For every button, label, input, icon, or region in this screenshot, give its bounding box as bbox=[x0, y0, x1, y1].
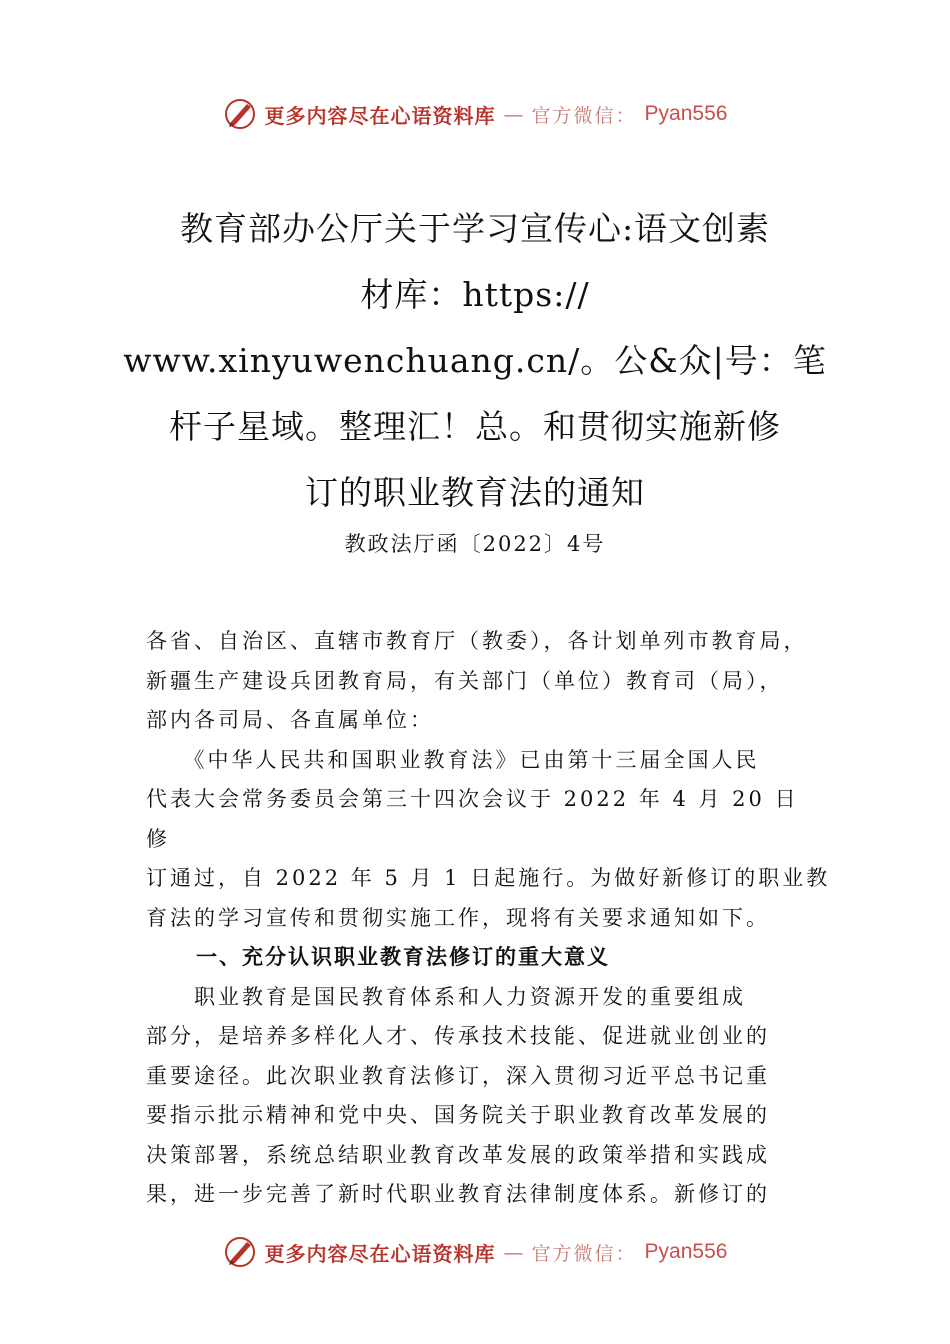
header-banner bbox=[0, 92, 950, 136]
banner-site-text: 更多内容尽在心语资料库 bbox=[264, 103, 496, 128]
title-line: 材库：https:// bbox=[360, 275, 590, 314]
title-line: 教育部办公厅关于学习宣传心:语文创素 bbox=[179, 209, 771, 248]
document-number: 教政法厅函〔2022〕4号 bbox=[344, 532, 606, 556]
body-line: 职业教育是国民教育体系和人力资源开发的重要组成 bbox=[146, 984, 746, 1009]
body-line: 新疆生产建设兵团教育局，有关部门（单位）教育司（局）， bbox=[146, 668, 784, 693]
title-line: 订的职业教育法的通知 bbox=[305, 473, 645, 512]
body-line: 《中华人民共和国职业教育法》已由第十三届全国人民 bbox=[146, 747, 760, 772]
banner-dash: — bbox=[503, 102, 524, 126]
body-line: 部内各司局、各直属单位： bbox=[146, 708, 434, 732]
banner-wechat-label: 官方微信： bbox=[531, 1242, 637, 1265]
pen-circle-icon bbox=[223, 97, 257, 131]
document-body bbox=[146, 622, 846, 1215]
body-line: 代表大会常务委员会第三十四次会议于 2022 年 4 月 20 日 bbox=[146, 787, 799, 811]
banner-site-text: 更多内容尽在心语资料库 bbox=[264, 1241, 496, 1266]
pen-circle-icon bbox=[223, 1235, 257, 1269]
banner-wechat-id: Pyan556 bbox=[644, 1240, 728, 1263]
body-line: 重要途径。此次职业教育法修订，深入贯彻习近平总书记重 bbox=[146, 1063, 770, 1088]
section-heading: 一、充分认识职业教育法修订的重大意义 bbox=[196, 945, 610, 969]
banner-dash: — bbox=[503, 1240, 524, 1264]
body-line: 修 bbox=[146, 826, 170, 851]
document-title bbox=[0, 196, 950, 526]
title-line: 杆子星域。整理汇！总。和贯彻实施新修 bbox=[169, 407, 781, 446]
banner-wechat-label: 官方微信： bbox=[531, 104, 637, 127]
body-line: 部分，是培养多样化人才、传承技术技能、促进就业创业的 bbox=[146, 1024, 770, 1048]
title-line: www.xinyuwenchuang.cn/。公&众|号：笔 bbox=[123, 341, 827, 380]
body-line: 各省、自治区、直辖市教育厅（教委），各计划单列市教育局， bbox=[146, 629, 808, 653]
body-line: 要指示批示精神和党中央、国务院关于职业教育改革发展的 bbox=[146, 1103, 770, 1127]
footer-banner bbox=[0, 1230, 950, 1274]
body-line: 育法的学习宣传和贯彻实施工作，现将有关要求通知如下。 bbox=[146, 905, 770, 930]
body-line: 果，进一步完善了新时代职业教育法律制度体系。新修订的 bbox=[146, 1182, 770, 1206]
banner-wechat-id: Pyan556 bbox=[644, 102, 728, 125]
body-line: 订通过，自 2022 年 5 月 1 日起施行。为做好新修订的职业教 bbox=[146, 866, 831, 890]
body-line: 决策部署，系统总结职业教育改革发展的政策举措和实践成 bbox=[146, 1142, 770, 1167]
